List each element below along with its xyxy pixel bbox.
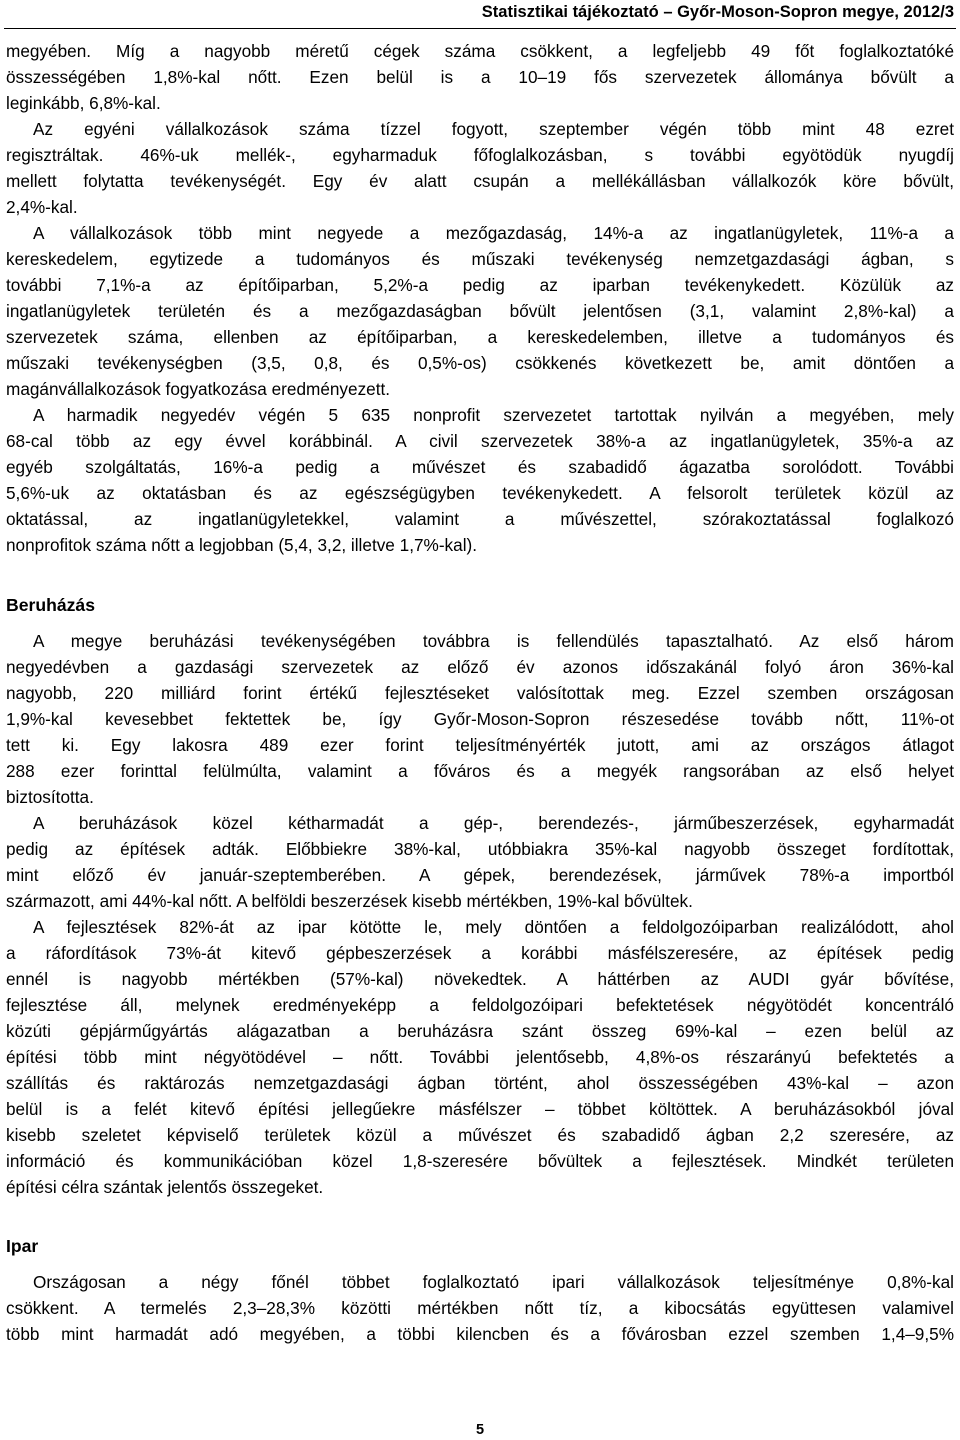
body-text-line: tett ki. Egy lakosra 489 ezer forint teljesítményérték jutott, ami az országos átlagot: [6, 735, 954, 755]
body-text-line: összességében 1,8%-kal nőtt. Ezen belül is a 10–19 fős szervezetek állománya bővült a: [6, 67, 954, 87]
heading-gap: [6, 618, 954, 628]
section-gap: [6, 1200, 954, 1233]
body-text-line: építési több mint négyötödével – nőtt. További jelentősebb, 4,8%-os részarányú befektetés a: [6, 1047, 954, 1067]
body-text-line: mellett folytatta tevékenységét. Egy év alatt csupán a mellékállásban vállalkozók köre bővült,: [6, 171, 954, 191]
body-text-line: mint előző év január-szeptemberében. A gépek, berendezések, járművek 78%-a importból: [6, 865, 954, 885]
body-text-line: 2,4%-kal.: [6, 197, 78, 217]
body-text-line: csökkent. A termelés 2,3–28,3% közötti mértékben nőtt tíz, a kibocsátás együttesen valamivel: [6, 1298, 954, 1318]
body-text-line: megyében. Míg a nagyobb méretű cégek száma csökkent, a legfeljebb 49 főt foglalkoztatóké: [6, 41, 954, 61]
body-text-line: 68-cal több az egy évvel korábbinál. A civil szervezetek 38%-a az ingatlanügyletek, 35%-a az: [6, 431, 954, 451]
body-text-line: egyéb szolgáltatás, 16%-a pedig a művészet és szabadidő ágazatba sorolódott. További: [6, 457, 954, 477]
body-text-line: magánvállalkozások fogyatkozása eredményezett.: [6, 379, 391, 399]
body-text-line: A beruházások közel kétharmadát a gép-, berendezés-, járműbeszerzések, egyharmadát: [33, 813, 954, 833]
body-text-line: műszaki tevékenységben (3,5, 0,8, és 0,5%-os) csökkenés következett be, amit döntően a: [6, 353, 954, 373]
body-text-line: oktatással, az ingatlanügyletekkel, valamint a művészettel, szórakoztatással foglalkozó: [6, 509, 954, 529]
running-header: [0, 0, 960, 26]
body-text-line: A megye beruházási tevékenységében továbbra is fellendülés tapasztalható. Az első három: [33, 631, 954, 651]
body-text-line: további 7,1%-a az építőiparban, 5,2%-a pedig az iparban tevékenykedett. Közülük az: [6, 275, 954, 295]
body-text-line: közúti gépjárműgyártás alágazatban a beruházásra szánt összeg 69%-kal – ezen belül az: [6, 1021, 954, 1041]
body-text-line: a ráfordítások 73%-át kitevő gépbeszerzések a korábbi másfélszeresére, az építések pedig: [6, 943, 954, 963]
body-text-line: fejlesztése áll, melynek eredményeképp a feldolgozóipari befektetések négyötödét koncentráló: [6, 995, 954, 1015]
body-text-line: 1,9%-kal kevesebbet fektettek be, így Győr-Moson-Sopron részesedése tovább nőtt, 11%-ot: [6, 709, 954, 729]
header-rule: [4, 28, 956, 29]
page-number: 5: [475, 1422, 485, 1438]
body-text-line: nagyobb, 220 milliárd forint értékű fejlesztéseket valósítottak meg. Ezzel szemben országosan: [6, 683, 954, 703]
body-text-line: belül is a felét kitevő építési jellegűekre másfélszer – többet költöttek. A beruházásokból jóval: [6, 1099, 954, 1119]
body-text-line: szervezetek száma, ellenben az építőiparban, a kereskedelemben, illetve a tudományos és: [6, 327, 954, 347]
body-text-line: A harmadik negyedév végén 5 635 nonprofit szervezetet tartottak nyilván a megyében, mely: [33, 405, 954, 425]
body-text-line: A vállalkozások több mint negyede a mezőgazdaság, 14%-a az ingatlanügyletek, 11%-a a: [33, 223, 954, 243]
body-text-line: leginkább, 6,8%-kal.: [6, 93, 161, 113]
body-text-line: Az egyéni vállalkozások száma tízzel fogyott, szeptember végén több mint 48 ezret: [33, 119, 954, 139]
body-text-line: negyedévben a gazdasági szervezetek az előző év azonos időszakánál folyó áron 36%-kal: [6, 657, 954, 677]
section-heading: Ipar: [6, 1236, 39, 1256]
section-gap: [6, 558, 954, 592]
body-text-line: építési célra szántak jelentős összegeket.: [6, 1177, 324, 1197]
body-text-line: ingatlanügyletek területén és a mezőgazdaságban bővült jelentősen (3,1, valamint 2,8%-kal) a: [6, 301, 954, 321]
body-text-line: ennél is nagyobb mértékben (57%-kal) növekedtek. A háttérben az AUDI gyár bővítése,: [6, 969, 954, 989]
body-text-line: több mint harmadát adó megyében, a többi kilencben és a fővárosban ezzel szemben 1,4–9,5%: [6, 1324, 954, 1344]
body-text-line: 288 ezer forinttal felülmúlta, valamint a főváros és a megyék rangsorában az első helyet: [6, 761, 954, 781]
body-text-line: regisztráltak. 46%-uk mellék-, egyharmaduk főfoglalkozásban, s további egyötödük nyugdíj: [6, 145, 954, 165]
section-heading: Beruházás: [6, 595, 95, 615]
body-text-line: biztosította.: [6, 787, 94, 807]
body-text-line: nonprofitok száma nőtt a legjobban (5,4, 3,2, illetve 1,7%-kal).: [6, 535, 478, 555]
body-text-line: információ és kommunikációban közel 1,8-szeresére bővültek a fejlesztések. Mindkét területen: [6, 1151, 954, 1171]
body-text-line: pedig az építések adták. Előbbiekre 38%-kal, utóbbiakra 35%-kal nagyobb összeget fordítottak,: [6, 839, 954, 859]
running-header-title: Statisztikai tájékoztató – Győr-Moson-Sopron megye, 2012/3: [481, 3, 954, 21]
body-text-line: A fejlesztések 82%-át az ipar kötötte le, mely döntően a feldolgozóiparban realizálódott, ahol: [33, 917, 954, 937]
body-text-line: 5,6%-uk az oktatásban és az egészségügyben tevékenykedett. A felsorolt területek közül az: [6, 483, 954, 503]
body-text-line: szállítás és raktározás nemzetgazdasági ágban történt, ahol összességében 43%-kal – azon: [6, 1073, 954, 1093]
body-text-line: Országosan a négy főnél többet foglalkoztató ipari vállalkozások teljesítménye 0,8%-kal: [33, 1272, 954, 1292]
page-body: [6, 38, 954, 1347]
heading-gap: [6, 1259, 954, 1269]
body-text-line: kisebb szeletet képviselő területek közül a művészet és szabadidő ágban 2,2 szeresére, az: [6, 1125, 954, 1145]
body-text-line: származott, ami 44%-kal nőtt. A belföldi beszerzések kisebb mértékben, 19%-kal bővültek.: [6, 891, 693, 911]
body-text-line: kereskedelem, egytizede a tudományos és műszaki tevékenység nemzetgazdasági ágban, s: [6, 249, 954, 269]
